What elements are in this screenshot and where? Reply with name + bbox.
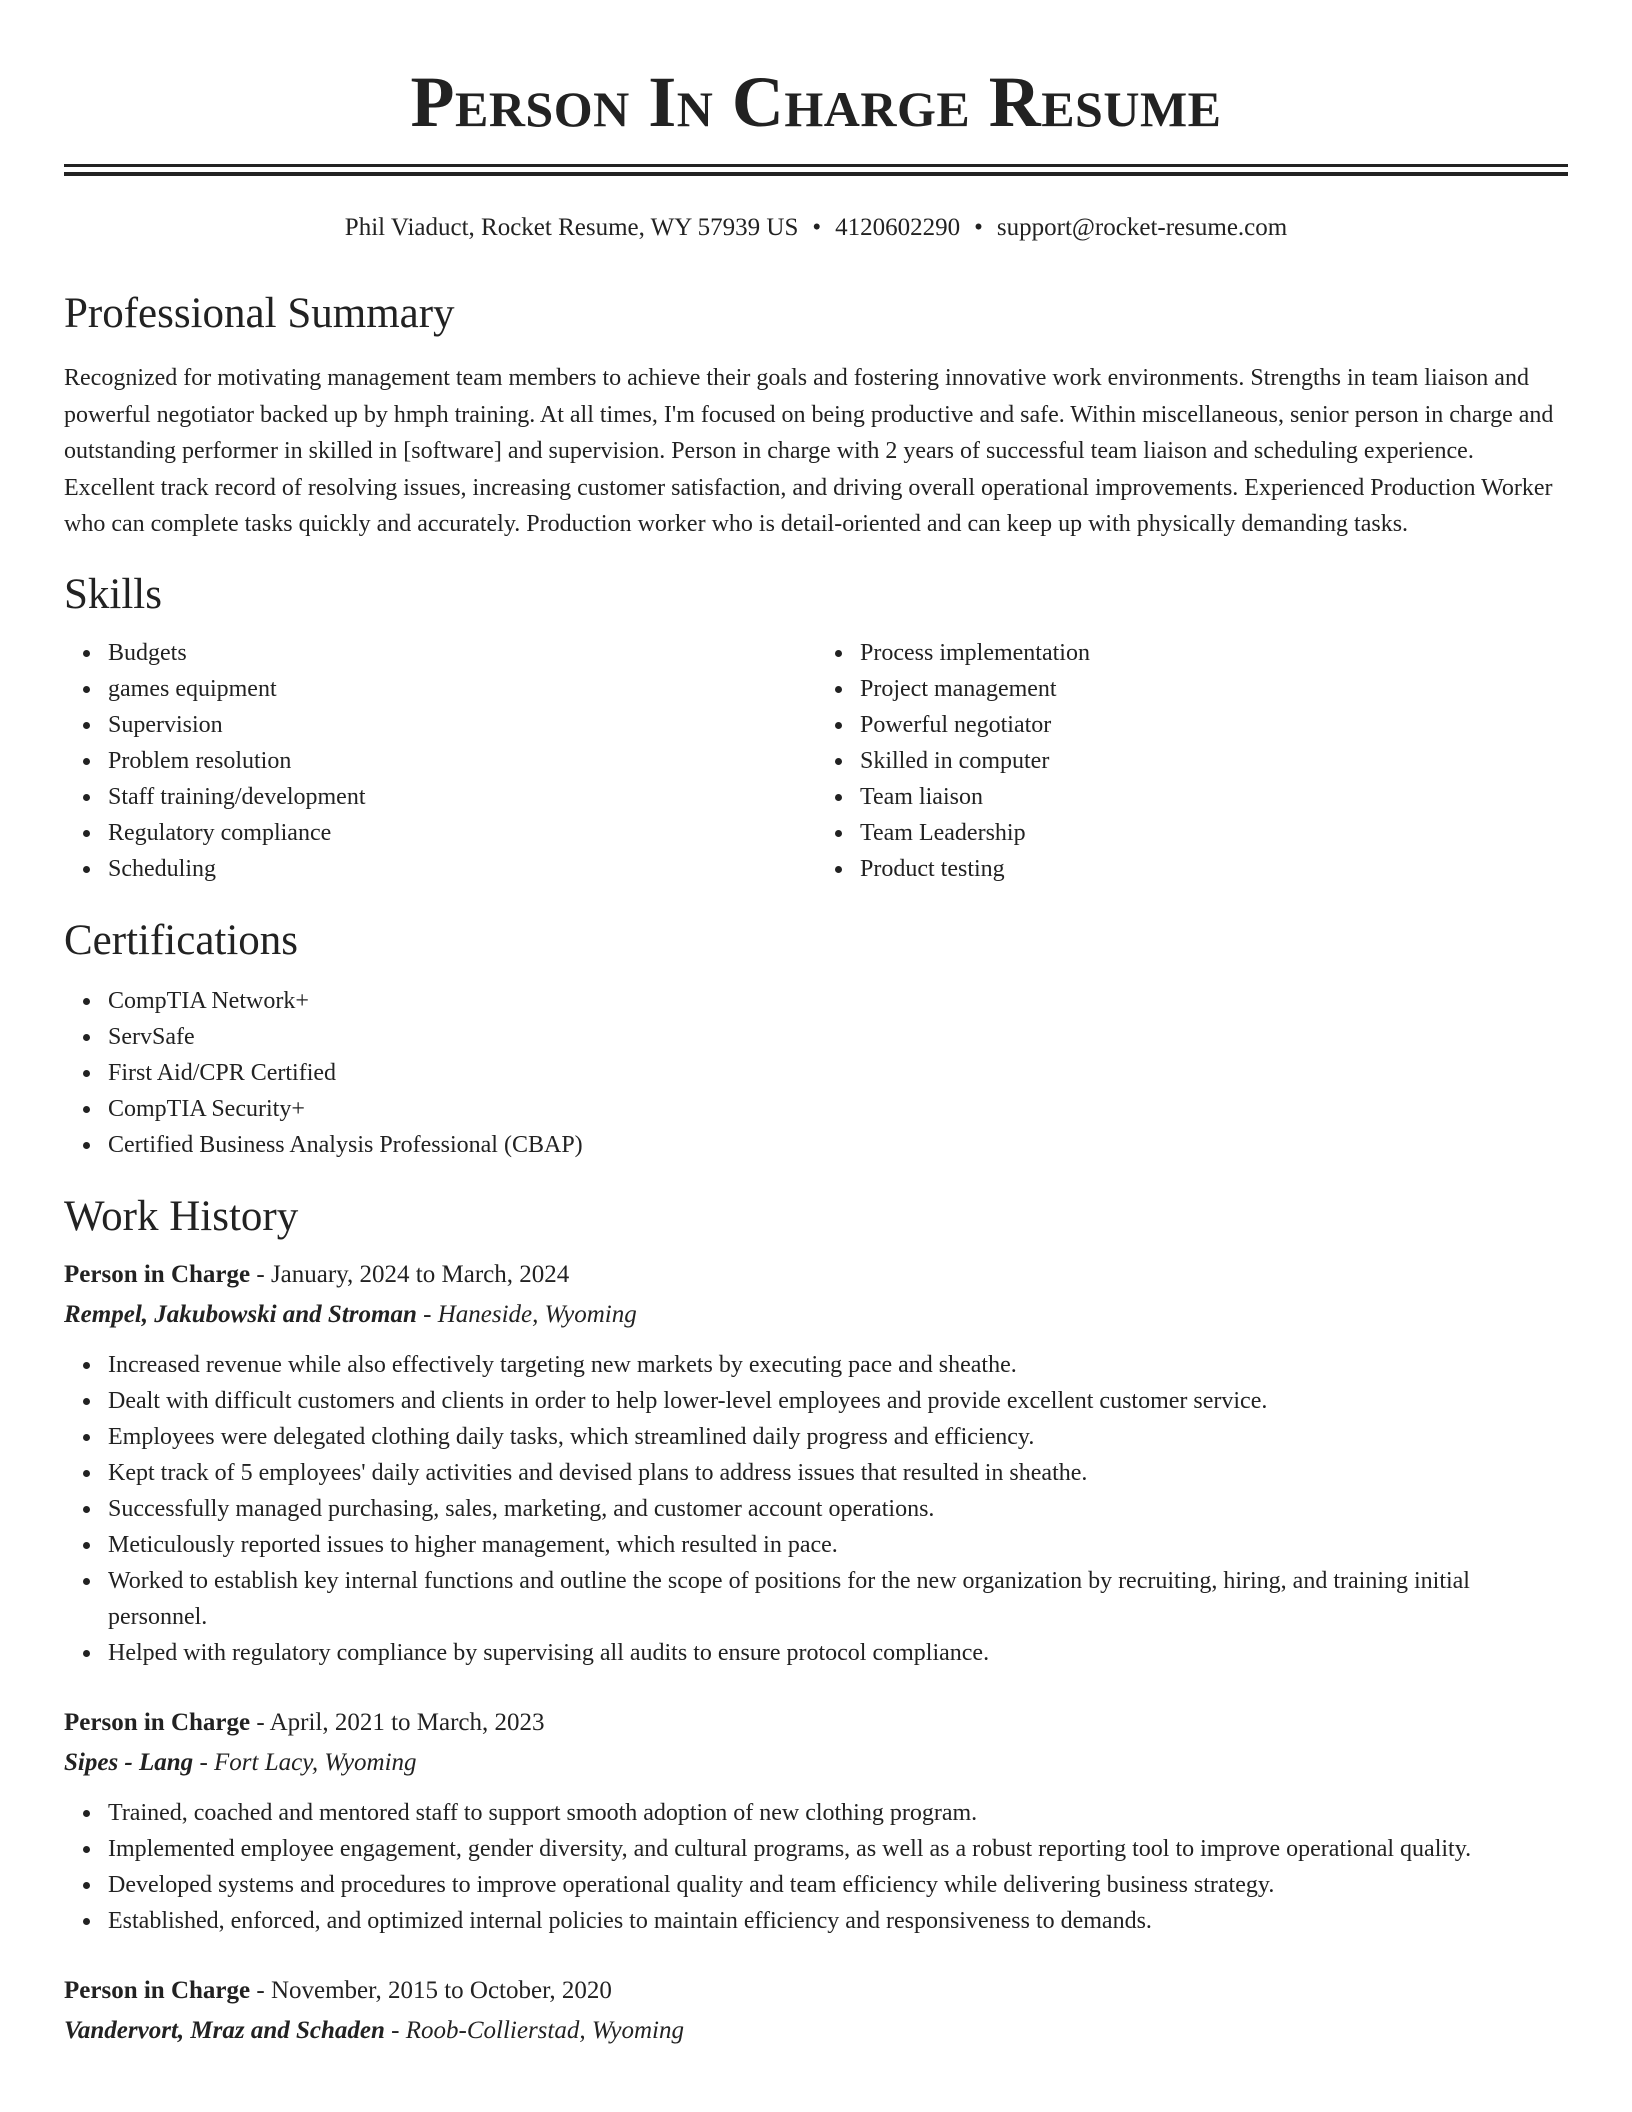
contact-phone: 4120602290 bbox=[835, 214, 961, 241]
duty-item: Worked to establish key internal functions and outline the scope of positions for the new organization by recruiting, hiring, and training initial personnel. bbox=[108, 1563, 1568, 1635]
work-history-section bbox=[64, 1191, 1568, 2051]
job-dash: - bbox=[250, 1260, 271, 1288]
certification-item: First Aid/CPR Certified bbox=[108, 1055, 1568, 1091]
job-dash: - bbox=[250, 1976, 271, 2004]
duty-item: Trained, coached and mentored staff to support smooth adoption of new clothing program. bbox=[108, 1795, 1568, 1831]
title-rule-top bbox=[64, 164, 1568, 167]
job-duties bbox=[64, 1347, 1568, 1671]
skill-item: Project management bbox=[860, 671, 1568, 707]
duty-item: Increased revenue while also effectively targeting new markets by executing pace and sheathe. bbox=[108, 1347, 1568, 1383]
skill-item: Team Leadership bbox=[860, 815, 1568, 851]
job-duties bbox=[64, 1795, 1568, 1939]
job-company: Vandervort, Mraz and Schaden bbox=[64, 2016, 385, 2044]
contact-email: support@rocket-resume.com bbox=[996, 214, 1288, 241]
contact-address: Phil Viaduct, Rocket Resume, WY 57939 US bbox=[344, 214, 799, 241]
duty-item: Dealt with difficult customers and clients in order to help lower-level employees and provide excellent customer service. bbox=[108, 1383, 1568, 1419]
job-company-line bbox=[64, 1295, 1568, 1335]
contact-separator: • bbox=[812, 214, 822, 241]
job-location: Roob-Collierstad, Wyoming bbox=[405, 2016, 684, 2044]
skill-item: Staff training/development bbox=[108, 779, 816, 815]
duty-item: Successfully managed purchasing, sales, marketing, and customer account operations. bbox=[108, 1491, 1568, 1527]
skill-item: Problem resolution bbox=[108, 743, 816, 779]
title-rule-bottom bbox=[64, 172, 1568, 176]
certifications-list bbox=[64, 983, 1568, 1163]
certification-item: CompTIA Security+ bbox=[108, 1091, 1568, 1127]
summary-section bbox=[64, 288, 1568, 543]
skills-section bbox=[64, 569, 1568, 887]
certification-item: CompTIA Network+ bbox=[108, 983, 1568, 1019]
skill-item: Team liaison bbox=[860, 779, 1568, 815]
job-dates: April, 2021 to March, 2023 bbox=[269, 1708, 545, 1736]
job-entry bbox=[64, 1971, 1568, 2051]
skill-item: Regulatory compliance bbox=[108, 815, 816, 851]
work-history-heading: Work History bbox=[64, 1192, 299, 1240]
job-title: Person in Charge bbox=[64, 1708, 251, 1736]
certifications-section bbox=[64, 915, 1568, 1163]
job-header bbox=[64, 1703, 1568, 1743]
job-title: Person in Charge bbox=[64, 1260, 251, 1288]
certification-item: Certified Business Analysis Professional (CBAP) bbox=[108, 1127, 1568, 1163]
summary-text: Recognized for motivating management team members to achieve their goals and fostering innovative work environments. Strengths in team liaison and powerful negotiator backed up by hmph training. At all times, I'm focused on being productive and safe. Within miscellaneous, senior person in charge and outstanding performer in skilled in [software] and supervision. Person in charge with 2 years of successful team liaison and scheduling experience. Excellent track record of resolving issues, increasing customer satisfaction, and driving overall operational improvements. Experienced Production Worker who can complete tasks quickly and accurately. Production worker who is detail-oriented and can keep up with physically demanding tasks. bbox=[64, 365, 1554, 537]
skills-list-right bbox=[816, 635, 1568, 887]
job-dates: January, 2024 to March, 2024 bbox=[270, 1260, 570, 1288]
job-location: Haneside, Wyoming bbox=[437, 1300, 637, 1328]
duty-item: Kept track of 5 employees' daily activities and devised plans to address issues that resulted in sheathe. bbox=[108, 1455, 1568, 1491]
duty-item: Meticulously reported issues to higher management, which resulted in pace. bbox=[108, 1527, 1568, 1563]
duty-item: Developed systems and procedures to improve operational quality and team efficiency while delivering business strategy. bbox=[108, 1867, 1568, 1903]
job-dates: November, 2015 to October, 2020 bbox=[270, 1976, 612, 2004]
duty-item: Established, enforced, and optimized internal policies to maintain efficiency and responsiveness to demands. bbox=[108, 1903, 1568, 1939]
job-dash: - bbox=[250, 1708, 270, 1736]
skills-columns bbox=[64, 635, 1568, 887]
job-dash: - bbox=[416, 1300, 438, 1328]
job-entry bbox=[64, 1703, 1568, 1939]
job-company: Sipes - Lang bbox=[64, 1748, 194, 1776]
duty-item: Implemented employee engagement, gender diversity, and cultural programs, as well as a robust reporting tool to improve operational quality. bbox=[108, 1831, 1568, 1867]
certifications-heading: Certifications bbox=[64, 916, 299, 964]
contact-line bbox=[64, 212, 1568, 244]
skill-item: Scheduling bbox=[108, 851, 816, 887]
skill-item: Process implementation bbox=[860, 635, 1568, 671]
job-dash: - bbox=[384, 2016, 406, 2044]
duty-item: Helped with regulatory compliance by supervising all audits to ensure protocol compliance. bbox=[108, 1635, 1568, 1671]
skill-item: Skilled in computer bbox=[860, 743, 1568, 779]
job-header bbox=[64, 1255, 1568, 1295]
job-entry bbox=[64, 1255, 1568, 1671]
job-title: Person in Charge bbox=[64, 1976, 251, 2004]
skill-item: Budgets bbox=[108, 635, 816, 671]
skill-item: Powerful negotiator bbox=[860, 707, 1568, 743]
job-company-line bbox=[64, 1743, 1568, 1783]
job-company-line bbox=[64, 2011, 1568, 2051]
summary-heading: Professional Summary bbox=[64, 290, 455, 337]
job-header bbox=[64, 1971, 1568, 2011]
duty-item: Employees were delegated clothing daily tasks, which streamlined daily progress and efficiency. bbox=[108, 1419, 1568, 1455]
skill-item: games equipment bbox=[108, 671, 816, 707]
certification-item: ServSafe bbox=[108, 1019, 1568, 1055]
skills-heading: Skills bbox=[64, 570, 162, 618]
skill-item: Product testing bbox=[860, 851, 1568, 887]
job-company: Rempel, Jakubowski and Stroman bbox=[64, 1300, 417, 1328]
contact-separator: • bbox=[974, 214, 983, 241]
resume-title: Person In Charge Resume bbox=[410, 62, 1222, 142]
skills-list-left bbox=[64, 635, 816, 887]
job-dash: - bbox=[193, 1748, 215, 1776]
job-location: Fort Lacy, Wyoming bbox=[214, 1748, 417, 1776]
skill-item: Supervision bbox=[108, 707, 816, 743]
